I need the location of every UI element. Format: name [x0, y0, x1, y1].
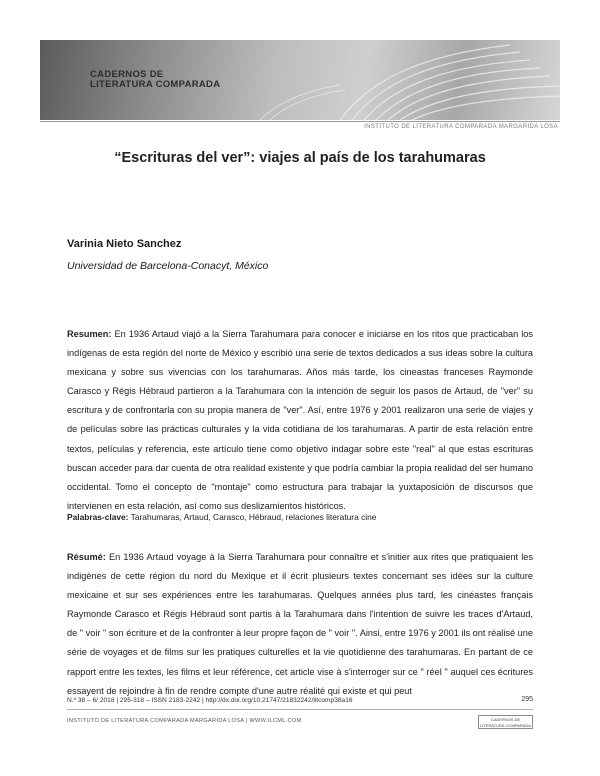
keywords-label: Palabras-clave:: [67, 512, 129, 522]
logo-line1: CADERNOS DE: [490, 717, 521, 722]
journal-name-line1: CADERNOS DE: [90, 69, 164, 80]
institute-subtitle: INSTITUTO DE LITERATURA COMPARADA MARGARIDA LOSA: [364, 124, 558, 130]
logo-line2: LITERATURA COMPARADA: [480, 723, 531, 728]
resume-text: En 1936 Artaud voyage à la Sierra Tarahumara pour connaître et s'initier aux rites que pratiquaient les indigènes de cette région du nord du Mexique et il écrit plusieurs textes concernant ses idées sur la culture mexicaine et sur ses expériences entre les tarahumaras. Quelques années plus tard, les cinéastes français Raymonde Carasco et Régis Hébraud sont partis à la Tarahumara dans l'intention de suivre les traces d'Artaud, de " voir " son écriture et de la confronter à leur propre façon de " voir ". Ainsi, entre 1976 y 2001 ils ont réalisé une série de voyages et de films sur les pratiques culturelles et la vie quotidienne des tarahumaras. En partant de ce rapport entre les textes, les films et leur référence, cet article vise à s'interroger sur ce " réel " auquel ces écritures essayent de rejoindre à fin de rendre compte d'une autre réalité qui existe et qui peut: [67, 552, 533, 696]
abstract-paragraph: [67, 325, 533, 516]
banner-divider: [40, 121, 560, 122]
page-number: 295: [521, 696, 533, 703]
abstract-label: Resumen:: [67, 329, 112, 339]
keywords-text: Tarahumaras, Artaud, Carasco, Hébraud, relaciones literatura cine: [130, 512, 377, 522]
journal-name: [90, 70, 220, 90]
resume-paragraph: [67, 548, 533, 701]
keywords-paragraph: [67, 508, 533, 527]
author-affiliation: Universidad de Barcelona-Conacyt, México: [67, 260, 269, 272]
journal-name-line2: LITERATURA COMPARADA: [90, 79, 221, 90]
abstract-text: En 1936 Artaud viajó a la Sierra Tarahumara para conocer e iniciarse en los ritos que practicaban los indígenas de esta región del norte de México y escribió una serie de textos dedicados a sus ideas sobre la cultura mexicana y sobre sus vivencias con los tarahumaras. Años más tarde, los cineastas franceses Raymonde Carasco y Régis Hébraud partieron a la Tarahumara con la intención de seguir los pasos de Artaud, de "ver" su escritura y de confrontarla con su propia manera de "ver". Así, entre 1976 y 2001 realizaron una serie de viajes y de películas sobre las prácticas culturales y la vida cotidiana de los tarahumaras. A partir de esta relación entre textos, películas y referencia, este artículo tiene como objetivo indagar sobre este "real" al que estas escrituras buscan acceder para dar cuenta de otra realidad existente y que podría cambiar la propia realidad del ser humano occidental. Tomo el concepto de "montaje" como estructura para trabajar la yuxtaposición de discursos que intervienen en esta relación, así como sus deslizamientos históricos.: [67, 329, 533, 511]
citation-line: N.º 38 – 6/ 2018 | 295-318 – ISSN 2183-2242 | http://dx.doi.org/10.21747/21832242/litcomp38a16: [67, 697, 353, 704]
footer-divider: [67, 709, 533, 710]
journal-logo: [478, 715, 533, 729]
resume-label: Résumé:: [67, 552, 106, 562]
footer-institute: INSTITUTO DE LITERATURA COMPARADA MARGARIDA LOSA | WWW.ILCML.COM: [67, 718, 302, 724]
journal-banner: [40, 40, 560, 120]
author-name: Varinia Nieto Sanchez: [67, 238, 182, 250]
article-title: “Escrituras del ver”: viajes al país de los tarahumaras: [114, 150, 486, 166]
